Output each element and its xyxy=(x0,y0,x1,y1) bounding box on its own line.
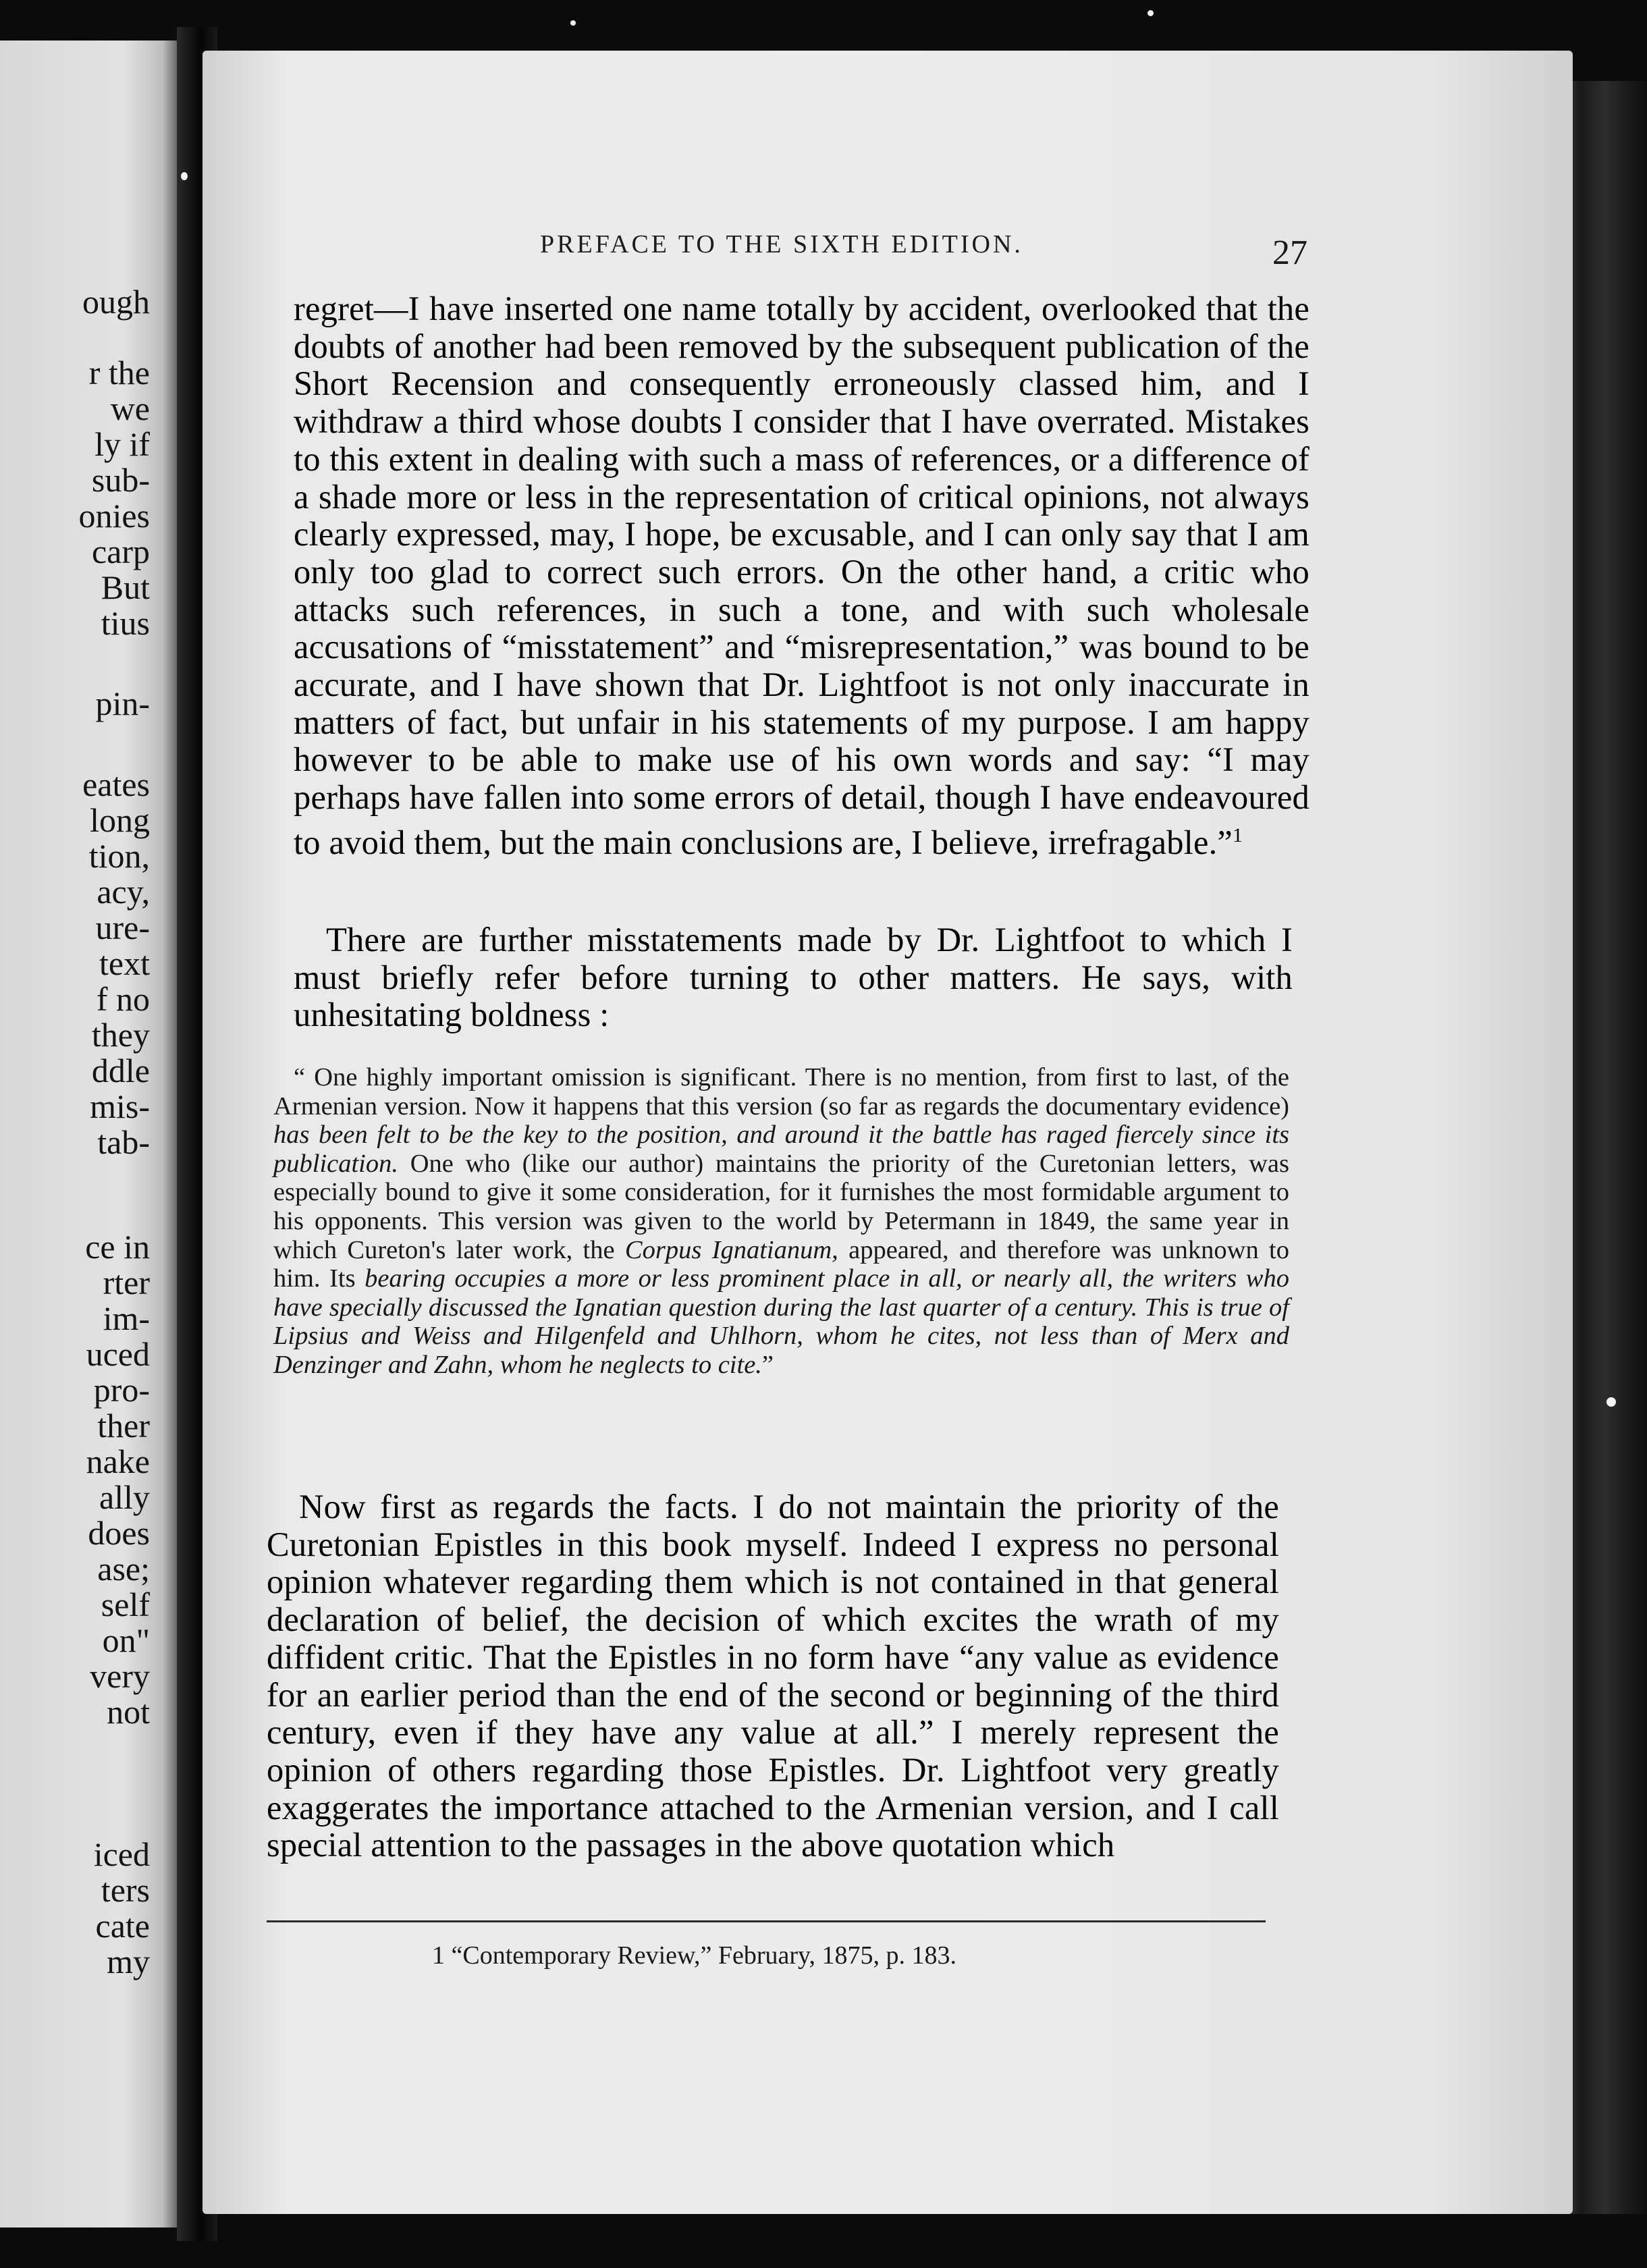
footnote xyxy=(432,1941,956,1970)
left-line: ddle xyxy=(91,1052,150,1089)
footnote-reference: 1 xyxy=(1233,824,1243,846)
running-head: PREFACE TO THE SIXTH EDITION. xyxy=(540,230,1023,259)
left-line: ase; xyxy=(97,1550,150,1588)
quote-italic: has been felt to be the key to the position, and around it the battle has raged fiercely since its publication. xyxy=(273,1120,1289,1178)
left-page-fragment xyxy=(0,40,177,2228)
left-line: ure- xyxy=(95,909,150,946)
left-line: ally xyxy=(99,1478,150,1516)
left-line: onies xyxy=(78,497,150,535)
left-line: my xyxy=(107,1943,150,1980)
left-line: long xyxy=(90,801,150,839)
left-line: cate xyxy=(95,1907,150,1945)
block-quote xyxy=(273,1063,1289,1380)
footnote-rule xyxy=(267,1920,1266,1922)
left-line: very xyxy=(90,1657,150,1695)
left-line: they xyxy=(91,1016,150,1054)
left-line: acy, xyxy=(97,873,150,911)
left-line: self xyxy=(101,1586,150,1623)
scan-speck xyxy=(1606,1397,1616,1407)
quote-italic: bearing occupies a more or less prominent place in all, or nearly all, the writers who have specially discussed the Ignatian question during the last quarter of a century. This is true of Lipsius and Weiss and Hilgenfeld and Uhlhorn, whom he cites, not less than of Merx and Denzinger and Zahn, whom he neglects to cite. xyxy=(273,1264,1289,1379)
scan-speck xyxy=(570,20,576,26)
left-line: im- xyxy=(103,1299,150,1337)
scan-speck xyxy=(1148,10,1154,16)
quote-italic: Corpus Ignatianum, xyxy=(624,1235,838,1264)
left-line: uced xyxy=(86,1335,150,1373)
left-line: ters xyxy=(101,1871,150,1909)
left-line: carp xyxy=(91,533,150,570)
left-line: nake xyxy=(86,1442,150,1480)
left-line: tius xyxy=(101,604,150,642)
left-line: iced xyxy=(93,1835,150,1873)
left-line: ce in xyxy=(85,1228,150,1266)
paragraph-3: Now first as regards the facts. I do not maintain the priority of the Curetonian Epistles in this book myself. Indeed I express no personal opinion whatever regarding them which is not contained in that general declaration of belief, the decision of which excites the wrath of my diffident critic. That the Epistles in no form have “any value as evidence for an earlier period than the end of the second or beginning of the third century, even if they have any value at all.” I merely represent the opinion of others regarding those Epistles. Dr. Lightfoot very greatly exaggerates the importance attached to the Armenian version, and I call special attention to the passages in the above quotation which xyxy=(267,1488,1279,1864)
left-line: on" xyxy=(102,1621,150,1659)
left-line: tab- xyxy=(97,1123,150,1161)
left-line: But xyxy=(101,568,150,606)
left-line: r the xyxy=(88,354,150,392)
left-line: f no xyxy=(96,980,150,1018)
paragraph-1-text: regret—I have inserted one name totally by accident, overlooked that the doubts of another had been removed by the subsequent publication of the Short Recension and consequently erroneously classed him, and I withdraw a third whose doubts I consider that I have overrated. Mistakes to this extent in dealing with such a mass of references, or a difference of a shade more or less in the representation of critical opinions, not always clearly expressed, may, I hope, be excusable, and I can only say that I am only too glad to correct such errors. On the other hand, a critic who attacks such references, in such a tone, and with such wholesale accusations of “misstatement” and “misrepresentation,” was bound to be accurate, and I have shown that Dr. Lightfoot is not only inaccurate in matters of fact, but unfair in his statements of my purpose. I am happy however to be able to make use of his own words and say: “I may perhaps have fallen into some errors of detail, though I have endeavoured to avoid them, but the main conclusions are, I believe, irrefragable.” xyxy=(294,290,1310,861)
quote-text: One who (like our author) maintains the priority of the Curetonian letters, was especially bound to give it some consideration, for it furnishes the most formidable argument to his opponents. This version was given to the world by Petermann in 1849, the same year in which Cureton's later work, the xyxy=(273,1149,1289,1264)
footnote-text: “Contemporary Review,” February, 1875, p. 183. xyxy=(451,1941,957,1970)
left-line: does xyxy=(88,1514,150,1552)
left-line: ly if xyxy=(94,425,150,463)
page-number: 27 xyxy=(1272,234,1307,272)
quote-close: ” xyxy=(761,1350,774,1379)
left-line: not xyxy=(107,1693,150,1731)
left-line: sub- xyxy=(91,461,150,499)
quote-text: appeared, and therefore was unknown to him. Its xyxy=(273,1235,1289,1293)
left-line: pin- xyxy=(95,684,150,722)
left-line: eates xyxy=(82,765,150,803)
paragraph-2: There are further misstatements made by Dr. Lightfoot to which I must briefly refer before turning to other matters. He says, with unhesitating boldness : xyxy=(294,921,1293,1034)
left-line: text xyxy=(99,944,150,982)
scan-speck xyxy=(181,172,188,180)
quote-text: “ One highly important omission is significant. There is no mention, from first to last, of the Armenian version. Now it happens that this version (so far as regards the documentary evidence) xyxy=(273,1063,1289,1120)
left-line: we xyxy=(110,389,150,427)
paragraph-1 xyxy=(294,290,1310,861)
left-line: mis- xyxy=(90,1087,150,1125)
left-line: rter xyxy=(103,1264,150,1301)
left-line: pro- xyxy=(93,1371,150,1409)
left-line: tion, xyxy=(88,837,150,875)
footnote-mark: 1 xyxy=(432,1941,445,1970)
left-line: ough xyxy=(82,283,150,321)
left-line: ther xyxy=(97,1407,150,1444)
